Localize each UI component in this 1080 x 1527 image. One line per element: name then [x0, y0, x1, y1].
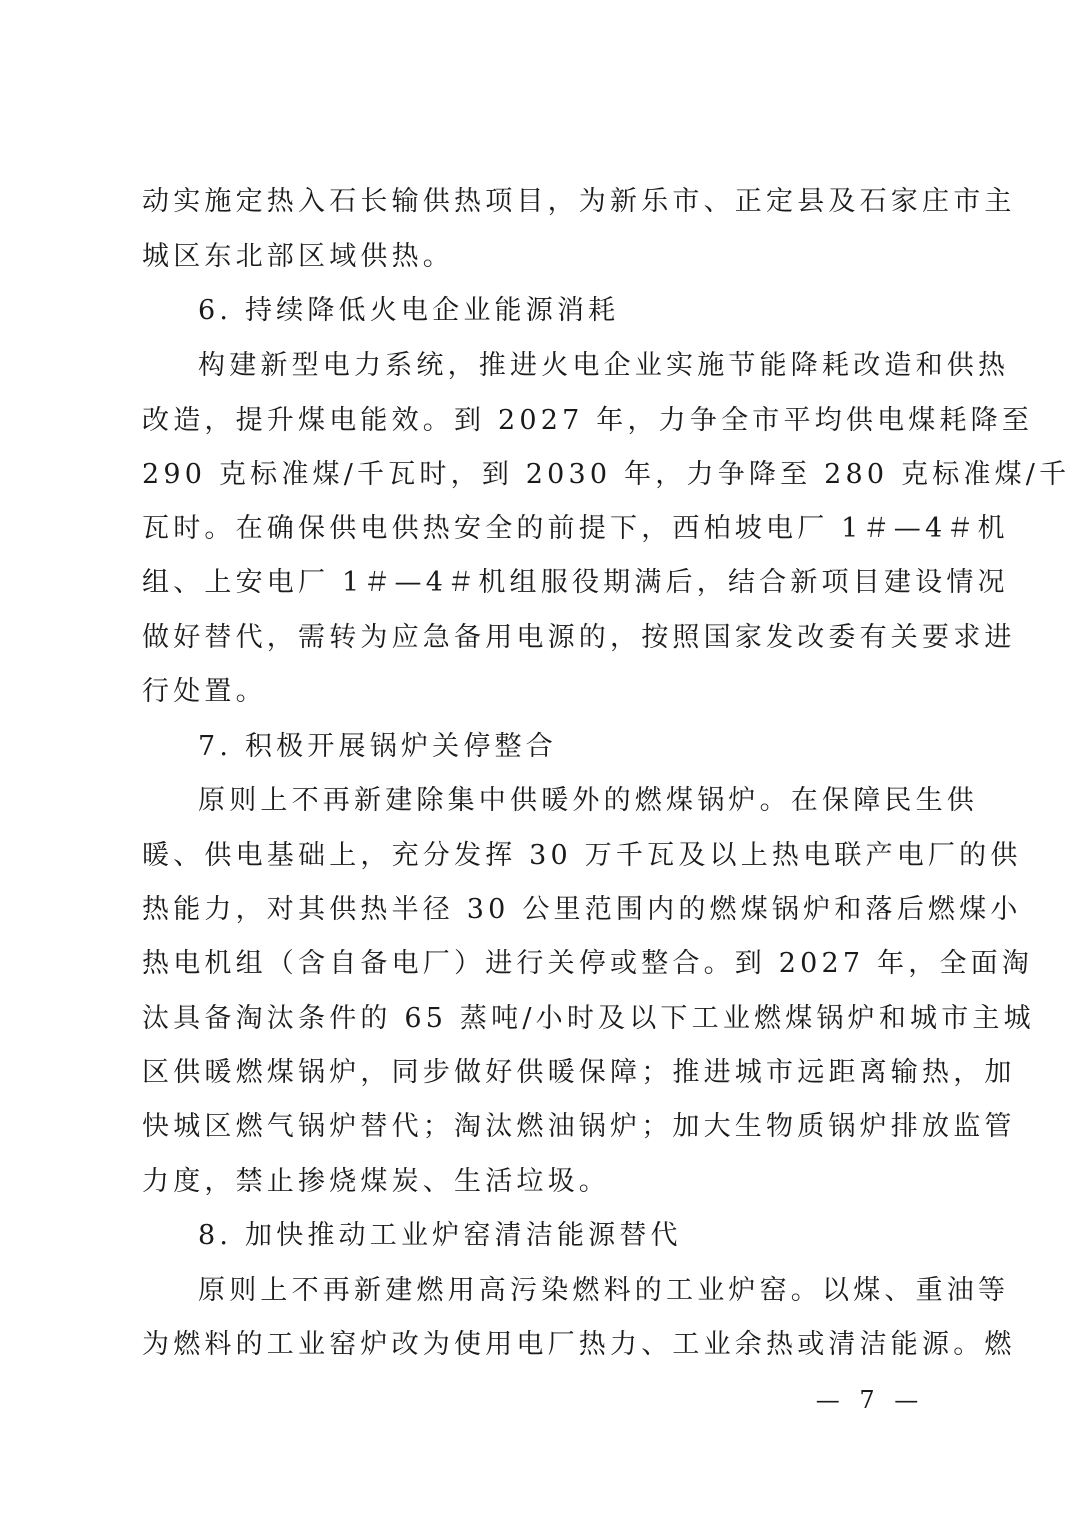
- paragraph-line: 区供暖燃煤锅炉，同步做好供暖保障；推进城市远距离输热，加: [142, 1057, 1016, 1088]
- paragraph-line: 暖、供电基础上，充分发挥 30 万千瓦及以上热电联产电厂的供: [142, 840, 1022, 871]
- section-heading: 8. 加快推动工业炉窑清洁能源替代: [198, 1220, 682, 1251]
- paragraph-line: 改造，提升煤电能效。到 2027 年，力争全市平均供电煤耗降至: [142, 405, 1034, 436]
- paragraph-line: 热能力，对其供热半径 30 公里范围内的燃煤锅炉和落后燃煤小: [142, 894, 1022, 925]
- paragraph-line: 原则上不再新建燃用高污染燃料的工业炉窑。以煤、重油等: [198, 1275, 1010, 1306]
- paragraph-line: 力度，禁止掺烧煤炭、生活垃圾。: [142, 1166, 610, 1197]
- paragraph-line: 热电机组（含自备电厂）进行关停或整合。到 2027 年，全面淘: [142, 948, 1034, 979]
- paragraph-line: 原则上不再新建除集中供暖外的燃煤锅炉。在保障民生供: [198, 785, 978, 816]
- section-heading: 6. 持续降低火电企业能源消耗: [198, 295, 620, 326]
- paragraph-line: 做好替代，需转为应急备用电源的，按照国家发改委有关要求进: [142, 622, 1016, 653]
- paragraph-line: 构建新型电力系统，推进火电企业实施节能降耗改造和供热: [198, 350, 1010, 381]
- paragraph-line: 290 克标准煤/千瓦时，到 2030 年，力争降至 280 克标准煤/千: [142, 459, 1071, 490]
- paragraph-line: 瓦时。在确保供电供热安全的前提下，西柏坡电厂 1＃—4＃机: [142, 513, 1009, 544]
- paragraph-line: 为燃料的工业窑炉改为使用电厂热力、工业余热或清洁能源。燃: [142, 1329, 1016, 1360]
- paragraph-line: 行处置。: [142, 676, 267, 707]
- paragraph-line: 动实施定热入石长输供热项目，为新乐市、正定县及石家庄市主: [142, 186, 1016, 217]
- paragraph-line: 快城区燃气锅炉替代；淘汰燃油锅炉；加大生物质锅炉排放监管: [142, 1111, 1016, 1142]
- section-heading: 7. 积极开展锅炉关停整合: [198, 731, 557, 762]
- paragraph-line: 城区东北部区域供热。: [142, 241, 454, 272]
- paragraph-line: 组、上安电厂 1＃—4＃机组服役期满后，结合新项目建设情况: [142, 567, 1009, 598]
- paragraph-line: 汰具备淘汰条件的 65 蒸吨/小时及以下工业燃煤锅炉和城市主城: [142, 1003, 1035, 1034]
- page-number: — 7 —: [815, 1386, 925, 1414]
